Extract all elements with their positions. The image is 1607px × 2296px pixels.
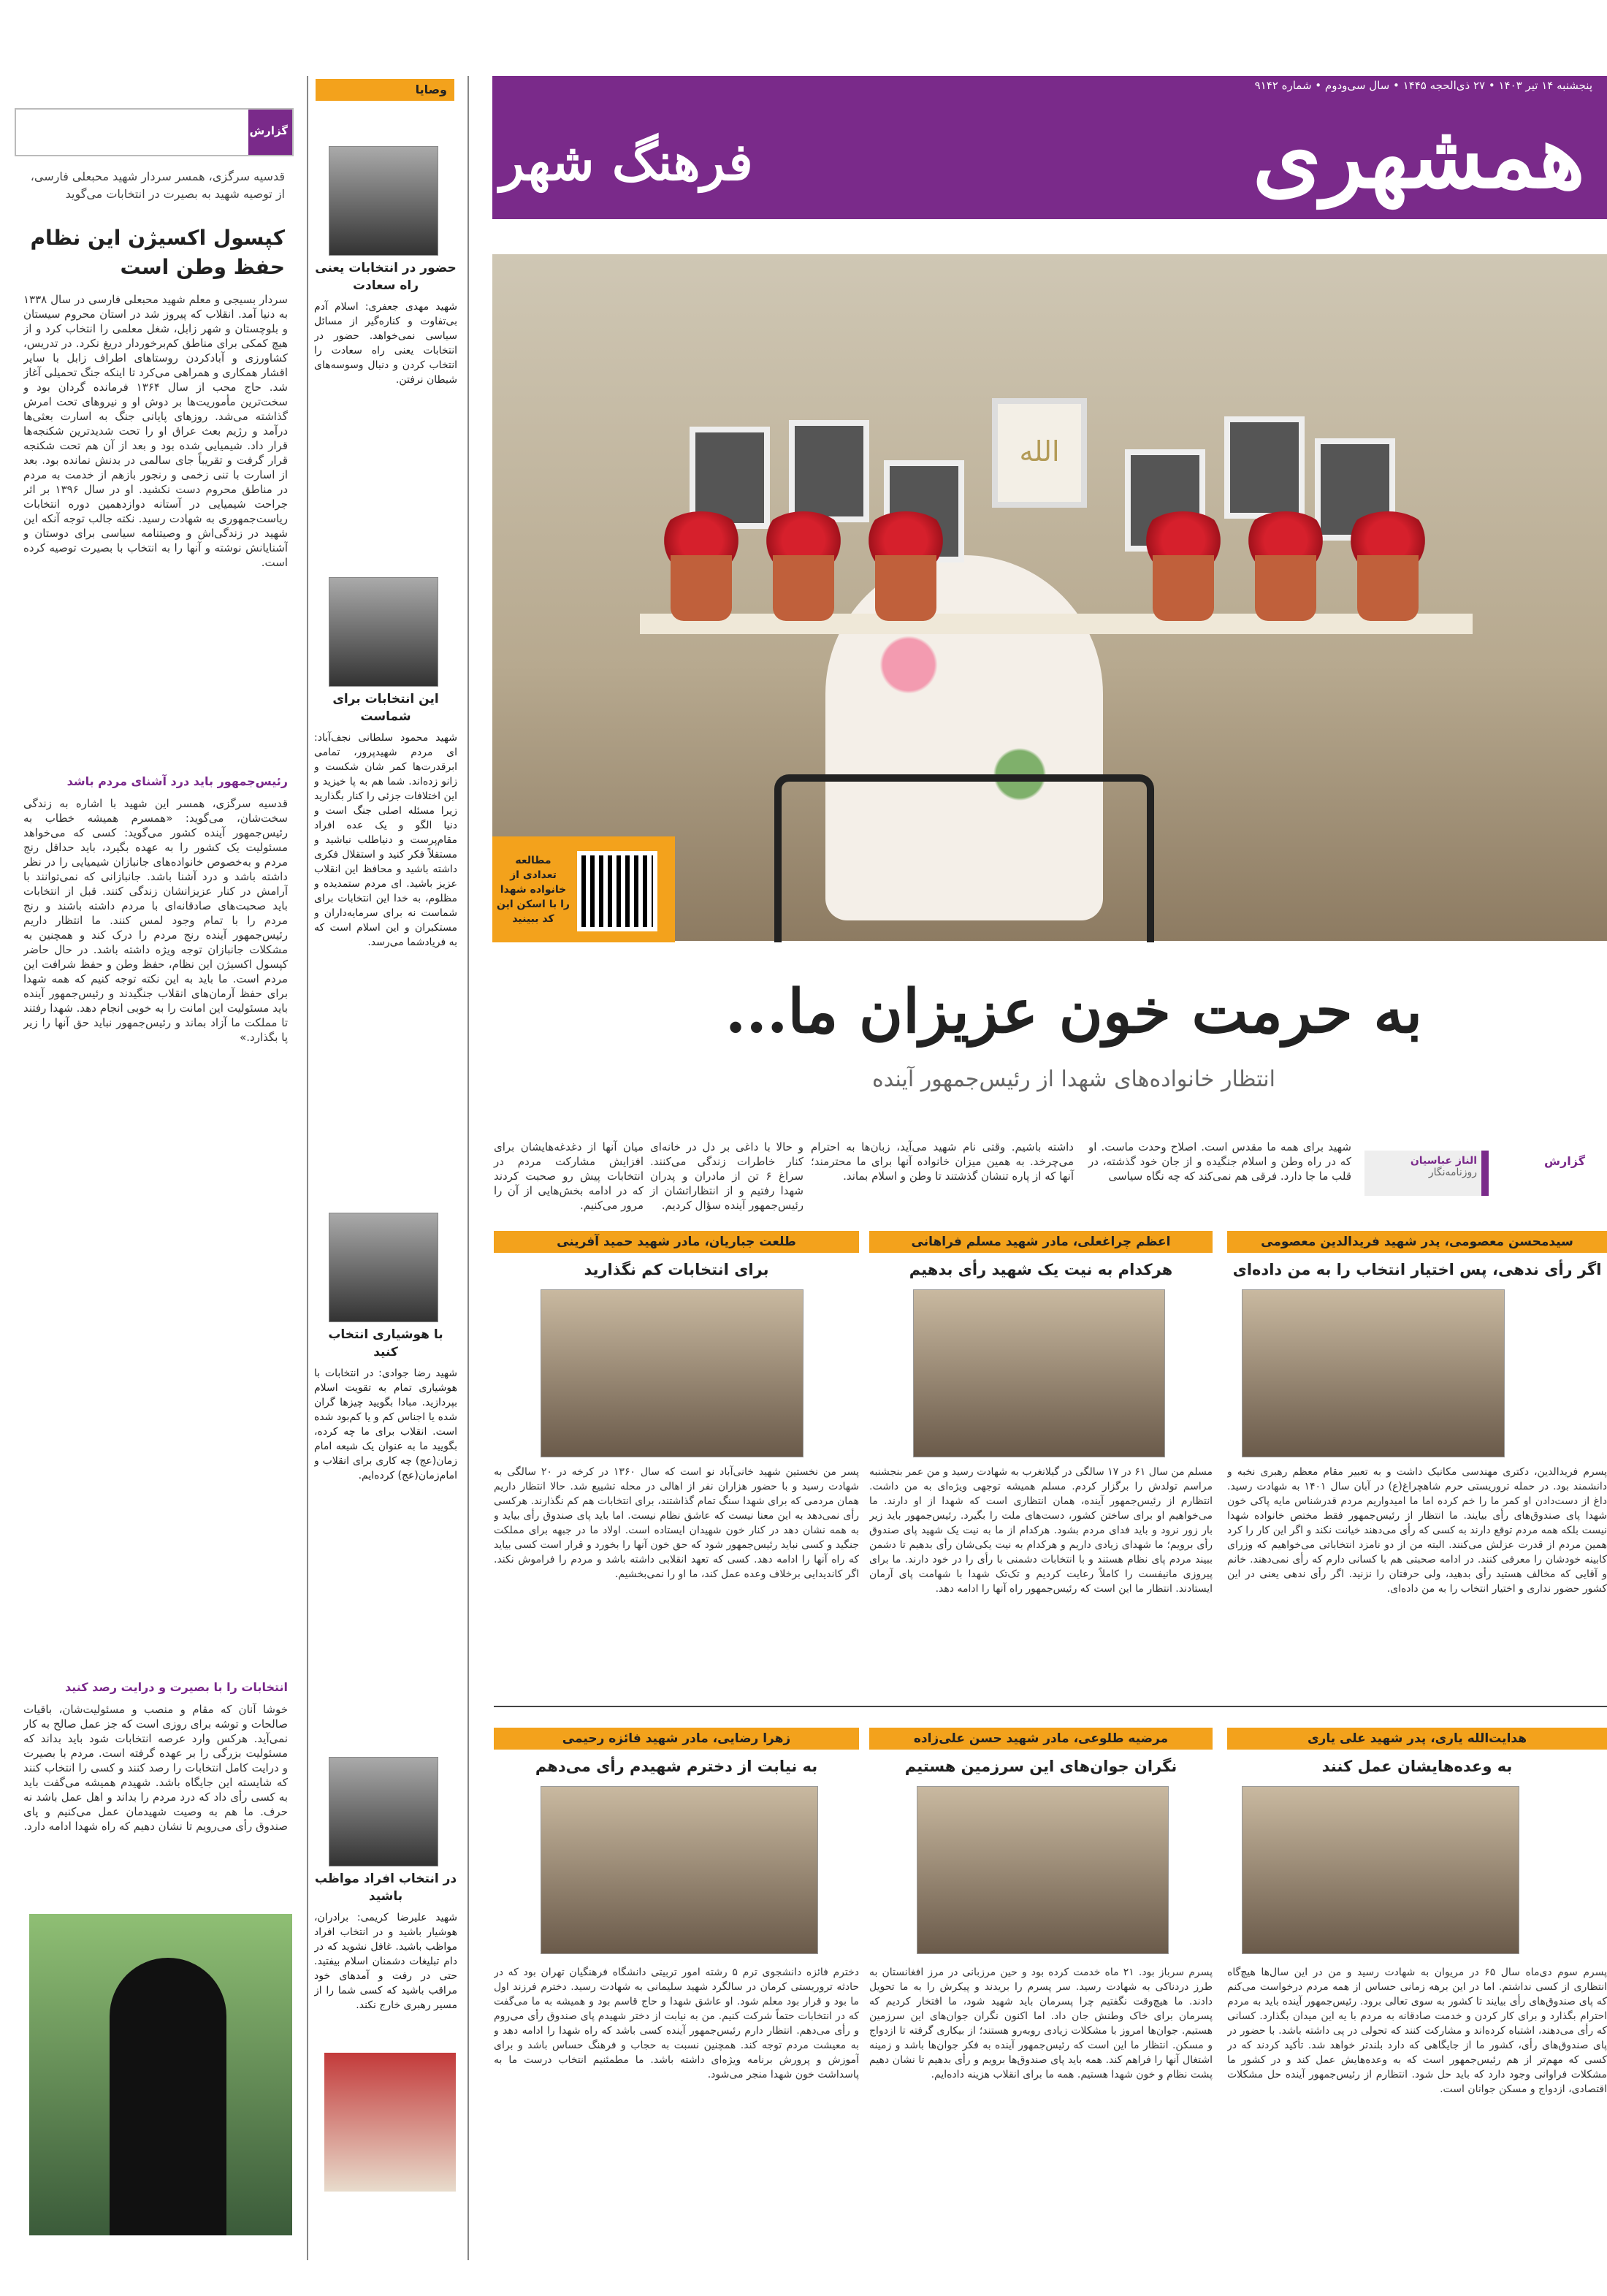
story-photo [541, 1786, 818, 1954]
intro-col-1: شهید برای همه ما مقدس است. اصلاح وحدت ماست. او که در راه وطن و اسلام جنگیده و از جان خود گذشته، در قلب ما جا دارد. فرقی هم نمی‌کند که چه نگاه سیاسی [1088, 1140, 1351, 1183]
left-body: سردار بسیجی و معلم شهید محبعلی فارسی در سال ۱۳۳۸ به دنیا آمد. انقلاب که پیروز شد در استان محروم سیستان و بلوچستان و شهر زابل، شغل معلمی را انتخاب کرد و از هیچ کمکی برای مناطق کم‌برخوردار دریغ نکرد. در تدریس، کشاورزی و آبادکردن روستاهای اطراف زابل با سایر اقشار همکاری و همراهی می‌کرد تا اینکه جنگ تحمیلی آغاز شد. حاج محب از سال ۱۳۶۴ فرمانده گردان بود و سخت‌ترین مأموریت‌ها بر دوش او و نیروهای تحت امرش گذاشته می‌شد. روزهای پایانی جنگ به اسارت بعثی‌ها درآمد و رژیم بعث عراق او را تحت شدیدترین شکنجه‌ها قرار داد. شیمیایی شده بود و بعد از آن هم تحت شکنجه قرار گرفت و تقریباً جای سالمی در بدنش نمانده بود. بعد از اسارت با تنی زخمی و رنجور بازهم از خدمت به مردم در مناطق محروم دست نکشید. او در سال ۱۳۹۶ بر اثر جراحت شیمیایی در آستانه دوازدهمین دوره انتخابات ریاست‌جمهوری به شهادت رسید. نکته جالب توجه آنکه این شهید در زندگی‌اش و وصیتنامه سیاسی برای دوستان و آشنایانش نوشته و آنها را به انتخاب با بصیرت توصیه کرده است. [23, 293, 288, 569]
intro-col-2: داشته باشیم. وقتی نام شهید می‌آید، زبان‌ها به احترام می‌چرخد. به همین میزان خانواده آنها برای ما محترمند؛ آنها که از پاره تنشان گذشتند تا وطن و اسلام بماند. [811, 1140, 1074, 1183]
story-bar: هدایت‌الله یاری، پدر شهید علی یاری [1227, 1728, 1607, 1750]
author-role: روزنامه‌نگار [1428, 1167, 1477, 1178]
chair-back [774, 774, 1154, 942]
story-bar: زهرا رضایی، مادر شهید فائزه رحیمی [494, 1728, 859, 1750]
will-title: این انتخابات برای شماست [332, 692, 439, 724]
divider-rule [494, 1706, 1607, 1707]
widow-figure [110, 1958, 226, 2235]
left-title: کپسول اکسیژن این نظام حفظ وطن است [30, 226, 285, 279]
left-subheading: انتخابات را با بصیرت و درایت رصد کنید [64, 1680, 288, 1694]
will-body: شهید رضا جوادی: در انتخابات با هوشیاری تمام به تقویت اسلام بپردازید. مبادا بگویید چیزها گران شده یا اجناس کم و یا کم‌بود شده است. انقلاب برای ما چه کرده، بگویید ما به عنوان یک شیعه امام زمان(عج) چه کاری برای انقلاب و امام‌زمان(عج) کرده‌ایم. [314, 1368, 457, 1481]
column-rule [467, 76, 469, 2260]
flower-pot [1255, 555, 1316, 621]
column-rule [307, 76, 308, 2260]
story-title: به وعده‌هایشان عمل کنند [1321, 1758, 1513, 1775]
will-title: با هوشیاری انتخاب کنید [328, 1327, 443, 1359]
report-tag: گزارش [1543, 1154, 1585, 1168]
flower-pot [1153, 555, 1214, 621]
main-subhead: انتظار خانواده‌های شهدا از رئیس‌جمهور آینده [872, 1067, 1275, 1092]
will-body: شهید علیرضا کریمی: برادران، هوشیار باشید و در انتخاب افراد مواظب باشید. غافل نشوید که در دام تبلیغات دشمنان اسلام بیفتید. حتی در رفت و آمدهای خود مراقب باشید که کسی شما را از مسیر رهبری خارج نکند. [314, 1912, 457, 2011]
story-body: پسرم سوم دی‌ماه سال ۶۵ در مریوان به شهادت رسید و من در این سال‌ها هیچ‌گاه انتظاری از کسی نداشتم. اما در این برهه زمانی حساس از همه مردم درخواست می‌کنم که پای صندوق‌های رأی بیایند تا کشور به سوی تعالی برود. رئیس‌جمهور آینده باید به مردم احترام بگذارد و برای کار کردن و خدمت صادقانه به مردم با یه این میدان بگذارد. کسانی که رأی می‌دهند، اشتباه کرده‌اند و مشارکت کنند که تحولی در پی داشته باشد. با حضور در پای صندوق‌های رأی، کشور ما از جایگاهی که دارد بلندتر خواهد شد. تأکید کردند که در کسی که مهم‌تر از هم رئیس‌جمهور است که به وعده‌هایش عمل کند و در کشور ما مشکلات فراوانی وجود دارد که باید حل شود. انتظارم از رئیس‌جمهور آینده حل مشکلات اقتصادی، ازدواج و مسکن جوانان است. [1227, 1967, 1607, 2095]
martyr-photo [1224, 416, 1305, 519]
shelf [640, 614, 1473, 634]
story-bar: طلعت جباریان، مادر شهید حمید آفرینی [494, 1231, 859, 1253]
left-body: خوشا آنان که مقام و منصب و مسئولیت‌شان، باقیات صالحات و توشه برای روزی است که جز عمل صالح به کار نمی‌آید. هرکس وارد عرصه انتخابات شود باید بداند که مسئولیت بزرگی را بر عهده گرفته است. مردم با بصیرت و درایت کامل انتخابات را رصد کنند و کسی را انتخاب کنند که شایسته این جایگاه باشد. شهیدم همیشه می‌گفت باید به کسی رأی داد که درد مردم را بداند و اهل عمل باشد نه حرف. ما هم به وصیت شهیدمان عمل می‌کنیم و پای صندوق رأی می‌رویم تا نشان دهیم که راه شهدا ادامه دارد. [23, 1703, 288, 1833]
story-bar: مرضیه طلوعی، مادر شهید حسن علی‌زاده [869, 1728, 1213, 1750]
story-title: نگران جوان‌های این سرزمین هستیم [904, 1758, 1177, 1775]
story-photo [541, 1289, 804, 1457]
left-tag-label: گزارش [249, 124, 288, 137]
flower-pot [1357, 555, 1419, 621]
left-report-tag [15, 108, 294, 156]
martyr-photo-collage [324, 2053, 456, 2192]
story-bar: اعظم چراغعلی، مادر شهید مسلم فراهانی [869, 1231, 1213, 1253]
will-martyr-photo [329, 1757, 438, 1866]
left-lead: قدسیه سرگزی، همسر سردار شهید محبعلی فارسی، از توصیه شهید به بصیرت در انتخابات می‌گوید [30, 169, 285, 201]
will-title: حضور در انتخابات یعنی راه سعادت [315, 261, 457, 293]
will-martyr-photo [329, 1213, 438, 1322]
story-title: برای انتخابات کم نگذارید [584, 1261, 769, 1278]
story-photo [917, 1786, 1169, 1954]
masthead-title: همشهری [1252, 105, 1585, 208]
masthead-date-info: پنجشنبه ۱۴ تیر ۱۴۰۳ • ۲۷ ذی‌الحجه ۱۴۴۵ • سال سی‌ودوم • شماره ۹۱۴۲ [1254, 79, 1592, 92]
will-body: شهید مهدی جعفری: اسلام آدم بی‌تفاوت و کناره‌گیر از مسائل سیاسی نمی‌خواهد. حضور در انتخابات یعنی راه سعادت را انتخاب کردن و دنبال وسوسه‌های شیطان نرفتن. [314, 301, 457, 386]
story-body: مسلم من سال ۶۱ در ۱۷ سالگی در گیلانغرب به شهادت رسید و من عمر بنجشنبه مراسم تولدش را برگزار کردم. مسلم همیشه توجهی ویژه‌ای به من داشت. انتظارم از رئیس‌جمهور آینده، همان انتظاری است که شهدا از او دارند. ما می‌خواهیم او برای ساختن کشور، دست‌های ملت را بگیرد. رئیس‌جمهور باید زیر بار زور نرود و باید فدای مردم بشود. هرکدام از ما به نیت یک شهید پای صندوق رأی برویم؛ ما شهدای زیادی داریم و هرکدام به نیت یکی‌شان رأی بدهیم تا دشمن ببیند مردم پای نظام هستند و با انتخابات دشمنی با رأی را در خود دارند. ما برای پیروزی مانیفست را کاملاً رعایت کردیم و تک‌تک شهدا با شهامت پای آرمان ایستادند. انتظار ما این است که رئیس‌جمهور راه آنها را ادامه دهد. [869, 1466, 1213, 1595]
flower-pot [773, 555, 834, 621]
widow-photo [29, 1914, 292, 2235]
allah-frame: الله [992, 398, 1087, 508]
story-photo [913, 1289, 1165, 1457]
author-name: الناز عباسیان [1410, 1155, 1477, 1167]
story-title: به نیابت از دخترم شهیدم رأی می‌دهم [535, 1758, 818, 1775]
left-body: قدسیه سرگزی، همسر این شهید با اشاره به زندگی سخت‌شان، می‌گوید: «همسرم همیشه خطاب به رئیس‌جمهور آینده کشور می‌گوید: کسی که می‌خواهد مسئولیت یک کشور را به عهده بگیرد، باید حداقل رنج مردم و به‌خصوص خانواده‌های جانبازان شیمیایی را در نظر داشته باشد و درد آشنا باشد. جانبازانی که نمی‌توانند با آرامش در کنار عزیزانشان زندگی کنند. قبل از انتخابات باید صحبت‌های صادقانه‌ای با مردم داشته باشند و رنج مردم را با تمام وجود لمس کنند. ما انتظار داریم رئیس‌جمهور آینده رنج مردم را درک کند و همچنین به مشکلات جانبازان توجه ویژه داشته باشد. در حال حاضر کپسول اکسیژن این نظام، حفظ وطن و حفظ شرافت این مردم است. ما باید به این نکته توجه کنیم که همه شهدا برای حفظ آرمان‌های انقلاب جنگیدند و رئیس‌جمهور آینده باید مسئولیت این امانت را به خوبی انجام دهد. شهدا رفتند تا مملکت ما آزاد بماند و رئیس‌جمهور نباید حق آنها را زیر پا بگذارد.» [23, 797, 288, 1044]
masthead-subtitle: فرهنگ شهر [500, 131, 753, 192]
story-body: پسرم فریدالدین، دکتری مهندسی مکانیک داشت و به تعبیر مقام معظم رهبری نخبه و دانشمند بود. در حمله تروریستی حرم شاهچراغ(ع) در آبان سال ۱۴۰۱ به شهادت رسید. داغ از دست‌دادن او کمر ما را خم کرده اما ما امیدواریم مردم قدرشناس مایه پاکی خون شهدا پای صندوق‌های رأی بیایند. ما انتظار از رئیس‌جمهور فقط مختص خانواده شهدا نیست بلکه همه مردم توقع دارند به کسی که رأی می‌دهند خیانت نکند و اگر این کار را کرد همین مردم از قدرت عزلش می‌کنند. البته من از دو نامزد انتخاباتی می‌خواهیم که وزرای کابینه خودشان را معرفی کنند. در ادامه صحبتی هم با کسانی دارم که رأی نمی‌دهند. خانم و آقایی که مخالف هستید رأی بدهید، ولی حرفتان را نزنید. اگر رأی ندهی یعنی در این کشور حضور نداری و اختیار انتخاب را به من داده‌ای. [1227, 1466, 1607, 1595]
martyr-photo [789, 420, 869, 522]
story-bar: سیدمحسن معصومی، پدر شهید فریدالدین معصومی [1227, 1231, 1607, 1253]
story-body: دخترم فائزه دانشجوی ترم ۵ رشته امور تربیتی دانشگاه فرهنگیان تهران بود که در حادثه تروریستی کرمان در سالگرد شهید سلیمانی به شهادت رسید. دخترم فرزند اول ما بود و قرار بود معلم شود. او عاشق شهدا و حاج قاسم بود و همیشه به ما می‌گفت که در انتخابات حتماً شرکت کنیم. من به نیابت از دختر شهیدم پای صندوق رأی می‌روم و رأی می‌دهم. انتظار دارم رئیس‌جمهور آینده کسی باشد که راه شهدا را ادامه دهد و به معیشت مردم توجه کند. همچنین نسبت به حجاب و فرهنگ حساس باشد و برای آموزش و پرورش برنامه ویژه‌ای داشته باشد. ما مطمئنیم انتخاب درست ما به پاسداشت خون شهدا منجر می‌شود. [494, 1967, 859, 2080]
story-photo [1242, 1289, 1505, 1457]
intro-col-3: و حالا با داغی بر دل در خانه‌ای کنار خاطرات زندگی می‌کنند. سراغ ۶ تن از مادران و پدران شهدا رفتیم و از انتظاراتشان از رئیس‌جمهور آینده سؤال کردیم. [650, 1140, 804, 1212]
story-body: پسر من نخستین شهید خانی‌آباد نو است که سال ۱۳۶۰ در کرخه در ۲۰ سالگی به شهادت رسید و با حضور هزاران نفر از اهالی در محله تشییع شد. حالا انتظار داریم همان مردمی که برای شهدا سنگ تمام گذاشتند، برای انتخابات هم کم نگذارند. هرکسی رأی نمی‌دهد به این معنا نیست که عاشق نظام نیست. اما باید پای صندوق رأی بیاید و به همه نشان دهد در کنار خون شهیدان ایستاده است. اولاد ما در جبهه برای مملکت جنگید و کسی نباید رئیس‌جمهور شود که حق خون آنها را بخورد و قرار است کسی بیاید که راه آنها را ادامه دهد. کسی که تعهد انقلابی داشته باشد و مردم را فراموش نکند. اگر کاندیدایی برخلاف وعده عمل کند، ما او را نمی‌بخشیم. [494, 1466, 859, 1580]
byline [1364, 1151, 1489, 1196]
flower-pot [671, 555, 732, 621]
story-title: هرکدام به نیت یک شهید رأی بدهیم [909, 1261, 1173, 1278]
qr-code[interactable] [577, 851, 657, 931]
qr-caption: مطالعه تعدادی از خانواده شهدا را با اسکن این کد ببینید [497, 855, 570, 925]
left-subheading: رئیس‌جمهور باید درد آشنای مردم باشد [66, 774, 288, 788]
story-title: اگر رأی ندهی، پس اختیار انتخاب را به من داده‌ای [1232, 1261, 1602, 1278]
will-title: در انتخاب افراد مواظب باشید [314, 1872, 457, 1904]
intro-col-4: میان آنها از دغدغه‌هایشان برای افزایش مشارکت مردم در انتخابات پیش رو صحبت کردند که در ادامه بخش‌هایی از آن را مرور می‌کنیم. [494, 1140, 644, 1212]
main-headline: به حرمت خون عزیزان ما... [725, 977, 1423, 1047]
will-martyr-photo [329, 577, 438, 687]
flower-pot [875, 555, 936, 621]
story-body: پسرم سرباز بود. ۲۱ ماه خدمت کرده بود و حین مرزبانی در مرز افغانستان به طرز دردناکی به شهادت رسید. سر پسرم را بریدند و پیکرش را به ما تحویل دادند. ما هیچ‌وقت نگفتیم چرا پسرمان باید شهید شود، ما افتخار کردیم که پسرمان برای خاک وطنش جان داد. اما اکنون نگران جوان‌های این سرزمین هستیم. جوان‌ها امروز با مشکلات زیادی روبه‌رو هستند؛ از بیکاری گرفته تا ازدواج و مسکن. انتظار ما این است که رئیس‌جمهور آینده به فکر جوان‌ها باشد و زمینه اشتغال آنها را فراهم کند. همه باید پای صندوق‌ها برویم و رأی بدهیم تا نشان دهیم پشت نظام و خون شهدا هستیم. همه ما برای انقلاب هزینه داده‌ایم. [869, 1967, 1213, 2080]
story-photo [1242, 1786, 1519, 1954]
will-martyr-photo [329, 146, 438, 256]
wills-header: وصایا [316, 79, 454, 101]
will-body: شهید محمود سلطانی نجف‌آباد: ای مردم شهیدپرور، تمامی ابرقدرت‌ها کمر شان شکست و زانو زده‌اند. شما هم به پا خیزید و این اختلافات جزئی را کنار بگذارید زیرا مسئله اصلی جنگ است و دنیا الگو و یک عده افراد مقام‌پرست و دنیاطلب نباشید و مستقلاً فکر کنید و استقلال فکری داشته باشید و محافظ این انقلاب عزیز باشید. ای مردم ستمدیده و مظلوم، به خدا این انتخابات برای شماست نه برای سرمایه‌داران و مستکبران و این اسلام است که به فریادشما می‌رسد. [314, 732, 457, 948]
